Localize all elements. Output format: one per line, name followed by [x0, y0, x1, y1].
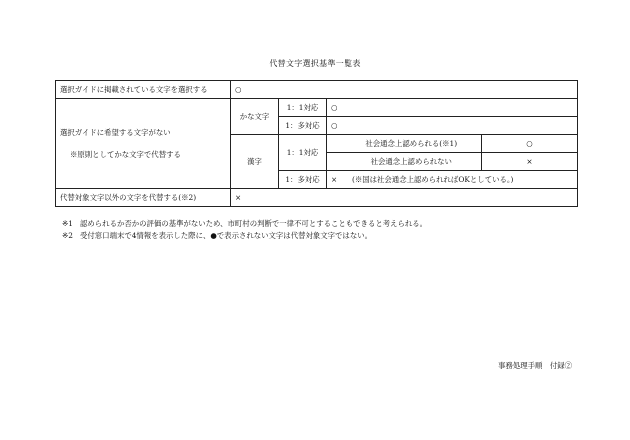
- kana-many-value: ○: [327, 117, 578, 135]
- row1-value: ○: [231, 81, 578, 99]
- row2-sublabel: ※原則としてかな文字で代替する: [70, 149, 181, 159]
- kana-one-to-one-label: 1：1対応: [279, 99, 327, 117]
- row1-label: 選択ガイドに掲載されている文字を選択する: [56, 81, 231, 99]
- selection-criteria-table: [55, 80, 578, 207]
- row3-label: 代替対象文字以外の文字を代替する(※2): [56, 189, 231, 207]
- kanji-one-to-one-label: 1：1対応: [279, 135, 327, 171]
- row2-label: 選択ガイドに希望する文字がない: [60, 127, 171, 137]
- footnotes: [62, 218, 427, 242]
- footnote: [62, 230, 427, 242]
- kanji-label: 漢字: [231, 135, 279, 189]
- footnote-mark: ※2: [62, 231, 73, 240]
- kana-many-label: 1：多対応: [279, 117, 327, 135]
- kanji-many-value: × (※国は社会通念上認められればOKとしている。): [327, 171, 578, 189]
- not-approved-value: ×: [482, 153, 578, 171]
- footnote-text: 受付窓口端末で4情報を表示した際に、●で表示されない文字は代替対象文字ではない。: [80, 231, 372, 240]
- spacer-cell: [327, 153, 342, 171]
- spacer-cell: [327, 135, 342, 153]
- approved-label: 社会通念上認められる(※1): [342, 135, 482, 153]
- appendix-label: 事務処理手順 付録②: [498, 361, 572, 370]
- not-approved-label: 社会通念上認められない: [342, 153, 482, 171]
- footnote-mark: ※1: [62, 219, 73, 228]
- footnote: [62, 218, 427, 230]
- table-row: [56, 99, 578, 117]
- kana-label: かな文字: [231, 99, 279, 135]
- approved-value: ○: [482, 135, 578, 153]
- row3-value: ×: [231, 189, 578, 207]
- table-row: [56, 81, 578, 99]
- kanji-many-label: 1：多対応: [279, 171, 327, 189]
- row2-label-cell: [56, 99, 231, 189]
- footnote-text: 認められるか否かの評価の基準がないため、市町村の判断で一律不可とすることもできると考えられる。: [80, 219, 428, 228]
- table-row: [56, 189, 578, 207]
- document-title: 代替文字選択基準一覧表: [269, 59, 361, 68]
- kana-one-to-one-value: ○: [327, 99, 578, 117]
